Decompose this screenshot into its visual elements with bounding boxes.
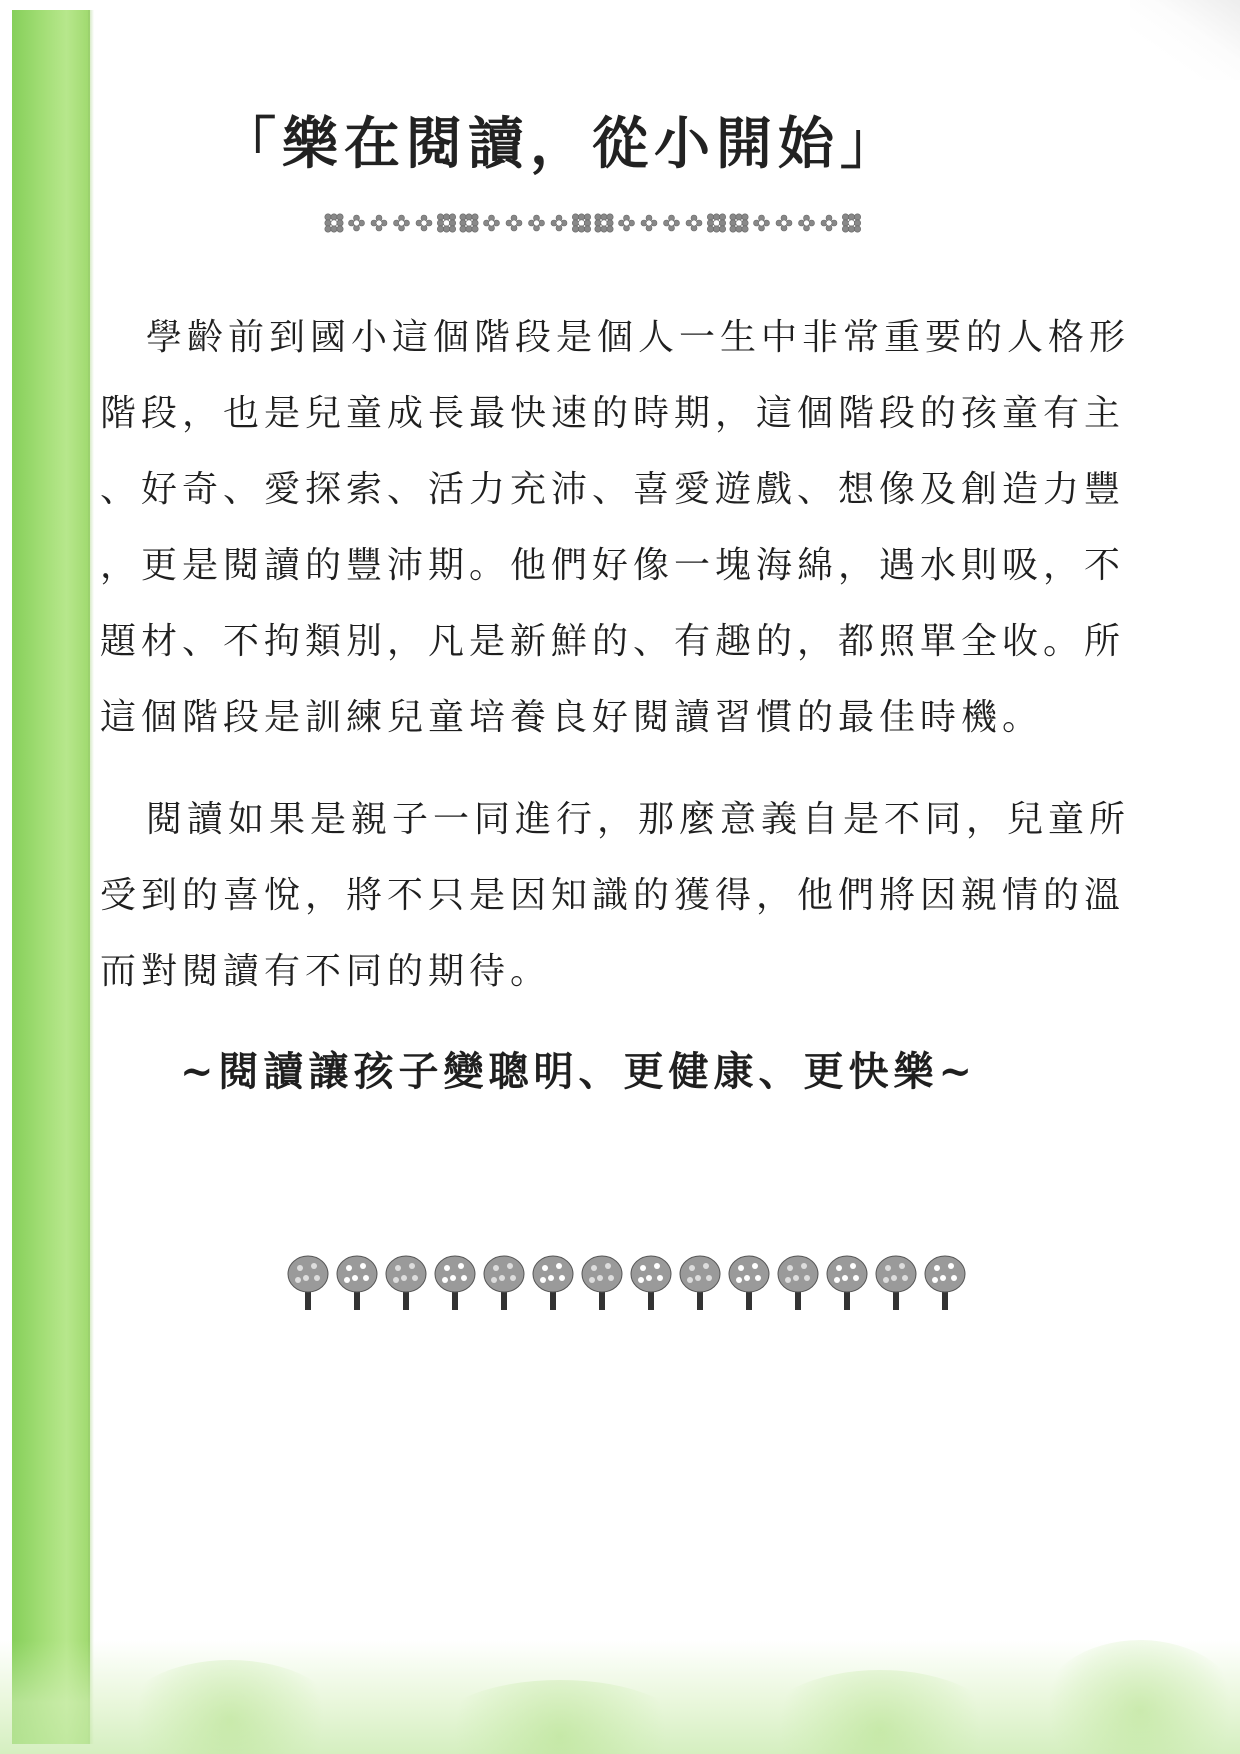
tree-icon	[484, 1256, 524, 1310]
paragraph-line: 這個階段是訓練兒童培養良好閱讀習慣的最佳時機。	[100, 697, 1044, 738]
divider-flower	[641, 215, 657, 231]
paragraph-intro	[100, 300, 1160, 756]
paragraph-line: 題材、不拘類別，凡是新鮮的、有趣的，都照單全收。所	[100, 621, 1126, 662]
divider-flower	[484, 215, 500, 231]
divider-flower	[799, 215, 815, 231]
divider-flower	[619, 215, 635, 231]
tree-icon	[288, 1256, 328, 1310]
paragraph-line: 、好奇、愛探索、活力充沛、喜愛遊戲、想像及創造力豐	[100, 469, 1126, 510]
slogan: ~閱讀讓孩子變聰明、更健康、更快樂~	[180, 1048, 978, 1095]
paragraph-parent-child	[100, 782, 1160, 1010]
ground-blot	[1040, 1640, 1240, 1754]
tree-icon	[533, 1256, 573, 1310]
green-band-edge	[88, 10, 94, 1744]
divider-flower	[776, 215, 792, 231]
tree-icon	[925, 1256, 965, 1310]
divider-flower	[325, 214, 343, 232]
divider-flower	[821, 215, 837, 231]
divider-flower	[394, 215, 410, 231]
divider-flower	[460, 214, 478, 232]
divider-flower	[529, 215, 545, 231]
paragraph-line: ，更是閱讀的豐沛期。他們好像一塊海綿，遇水則吸，不	[100, 545, 1126, 586]
divider-flower	[754, 215, 770, 231]
tree-icon	[876, 1256, 916, 1310]
divider-flower	[730, 214, 748, 232]
tree-icon	[729, 1256, 769, 1310]
divider-flower	[572, 214, 590, 232]
page-title: 「樂在閱讀，從小開始」	[220, 112, 902, 177]
tree-icon	[435, 1256, 475, 1310]
divider-flower	[506, 215, 522, 231]
divider-flower	[437, 214, 455, 232]
divider-flower	[842, 214, 860, 232]
ground-blot	[760, 1670, 1000, 1754]
paragraph-line: 而對閱讀有不同的期待。	[100, 951, 552, 992]
tree-icon	[827, 1256, 867, 1310]
paragraph-line: 閱讀如果是親子一同進行，那麼意義自是不同，兒童所	[146, 799, 1131, 840]
dotted-flower-divider-icon	[322, 203, 882, 247]
tree-icon	[386, 1256, 426, 1310]
divider-flower	[349, 215, 365, 231]
ground-blot	[120, 1660, 340, 1754]
divider-flower	[371, 215, 387, 231]
ground-blot	[430, 1680, 690, 1754]
paragraph-line: 階段，也是兒童成長最快速的時期，這個階段的孩童有主	[100, 393, 1126, 434]
tree-icon	[680, 1256, 720, 1310]
paragraph-line: 受到的喜悅，將不只是因知識的獲得，他們將因親情的溫	[100, 875, 1126, 916]
divider-flower	[416, 215, 432, 231]
green-side-band	[12, 10, 90, 1744]
divider-flower	[595, 214, 613, 232]
divider-flower	[686, 215, 702, 231]
green-ground-decoration	[0, 1640, 1240, 1754]
divider-flower	[664, 215, 680, 231]
tree-icon	[582, 1256, 622, 1310]
tree-icon	[778, 1256, 818, 1310]
tree-row-icon	[286, 1248, 986, 1322]
tree-icon	[337, 1256, 377, 1310]
divider-flower	[707, 214, 725, 232]
divider-flower	[551, 215, 567, 231]
page-corner-curl	[1130, 0, 1240, 80]
paragraph-line: 學齡前到國小這個階段是個人一生中非常重要的人格形	[146, 317, 1131, 358]
tree-icon	[631, 1256, 671, 1310]
